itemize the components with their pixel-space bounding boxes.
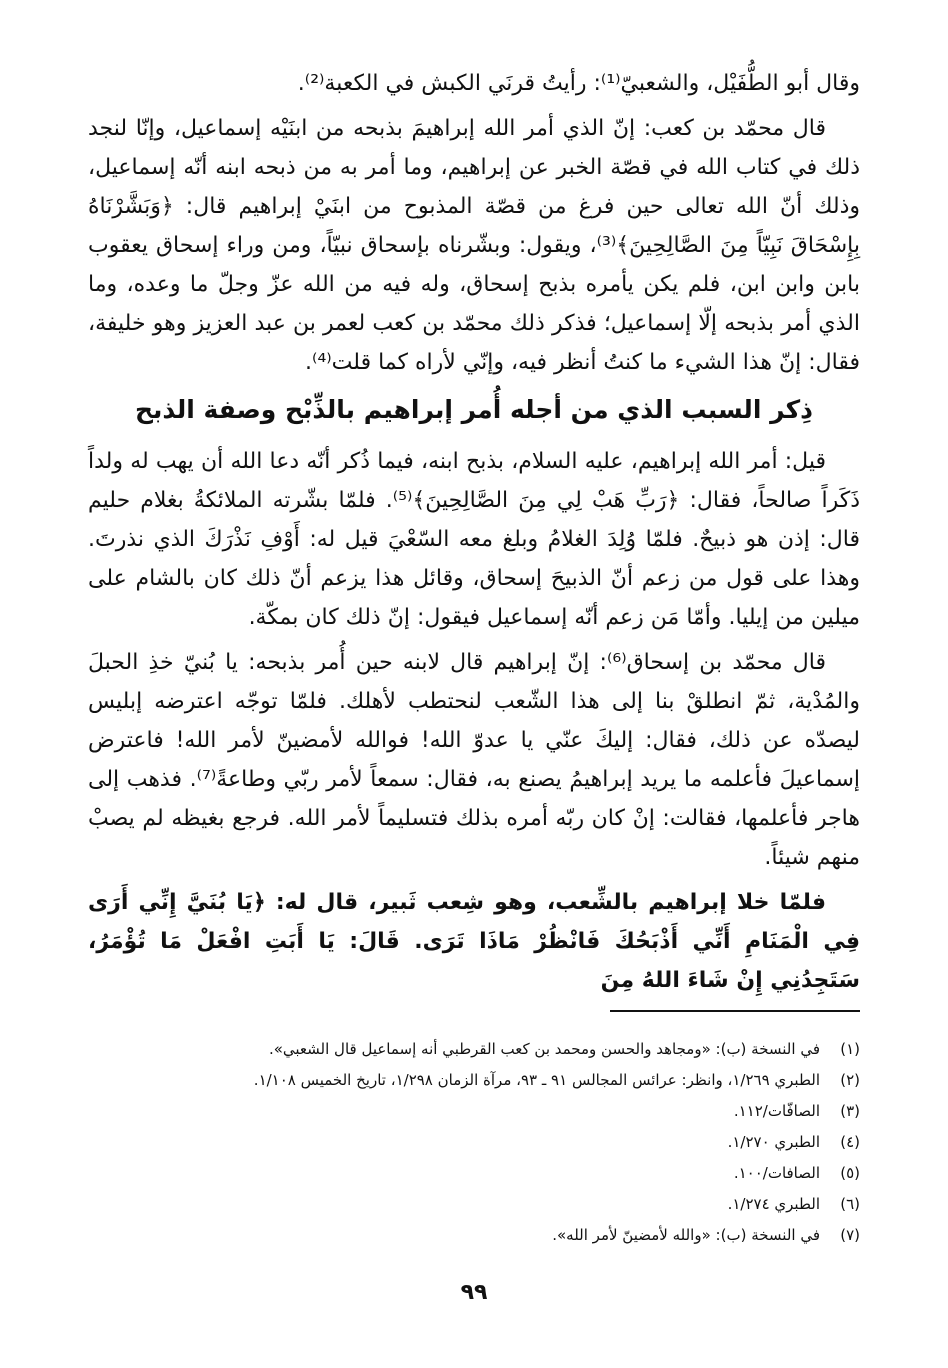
paragraph-1: وقال أبو الطُّفَيْل، والشعبيّ⁽¹⁾: رأيتُ قرنَي الكبش في الكعبة⁽²⁾. bbox=[297, 71, 860, 96]
footnote-number: (٣) bbox=[840, 1102, 860, 1120]
footnote-text: الطبري ١/٢٦٩، وانظر: عرائس المجالس ٩١ ـ ٩٣، مرآة الزمان ١/٢٩٨، تاريخ الخميس ١/١٠٨. bbox=[253, 1071, 820, 1089]
footnote-text: في النسخة (ب): «والله لأمضينّ لأمر الله». bbox=[552, 1226, 820, 1244]
section-heading: ذِكر السبب الذي من أجله أُمر إبراهيم بالذِّبْح وصفة الذبح bbox=[134, 395, 814, 424]
section-paragraph-1: قيل: أمر الله إبراهيم، عليه السلام، بذبح ابنه، فيما ذُكر أنّه دعا الله أن يهب له ولداً ذَكَراً صالحاً، فقال: ﴿رَبِّ هَبْ لِي مِنَ الصَّالِحِينَ﴾⁽⁵⁾. فلمّا بشّرته الملائكةُ بغلام حليم قال: إذن هو ذبيحٌ. فلمّا وُلِدَ الغلامُ وبلغ معه السّعْيَ قيل له: أَوْفِ نَذْرَكَ الذي نذرتَ. وهذا على قول من زعم أنّ الذبيحَ إسحاق، وقائل هذا يزعم أنّ ذلك كان بالشام على ميلين من إيليا. وأمّا مَن زعم أنّه إسماعيل فيقول: إنّ ذلك كان بمكّة. bbox=[88, 449, 861, 630]
page-number: ٩٩ bbox=[460, 1280, 488, 1305]
footnote-number: (١) bbox=[840, 1040, 860, 1058]
footnote-number: (٤) bbox=[840, 1133, 860, 1151]
section-paragraph-3: فلمّا خلا إبراهيم بالشِّعب، وهو شِعب ثَبير، قال له: ﴿يَا بُنَيَّ إِنِّي أَرَى فِي الْمَنَامِ أَنِّي أَذْبَحُكَ فَانْظُرْ مَاذَا تَرَى. قَالَ: يَا أَبَتِ افْعَلْ مَا تُؤْمَرُ، سَتَجِدُنِي إِنْ شَاءَ اللهُ مِنَ bbox=[88, 890, 860, 993]
footnote-text: الصافّات/١١٢. bbox=[733, 1102, 820, 1120]
footnote-number: (٢) bbox=[840, 1071, 860, 1089]
paragraph-2: قال محمّد بن كعب: إنّ الذي أمر الله إبراهيمَ بذبحه من ابنَيْه إسماعيل، وإنّا لنجد ذلك في كتاب الله في قصّة الخبر عن إبراهيم، وما أمر به من ذبحه ابنه أنّه إسماعيل، وذلك أنّ الله تعالى حين فرغ من قصّة المذبوح من ابنَيْ إبراهيم قال: ﴿وَبَشَّرْنَاهُ بِإِسْحَاقَ نَبِيّاً مِنَ الصَّالِحِينَ﴾⁽³⁾، ويقول: وبشّرناه بإسحاق نبيّاً، ومن وراء إسحاق يعقوب بابن وابن ابن، فلم يكن يأمره بذبح إسحاق، وله فيه من الله عزّ وجلّ ما وعده، وما الذي أمر بذبحه إلّا إسماعيل؛ فذكر ذلك محمّد بن كعب لعمر بن عبد العزيز وهو خليفة، فقال: إنّ هذا الشيء ما كنتُ أنظر فيه، وإنّي لأراه كما قلت⁽⁴⁾. bbox=[88, 116, 861, 375]
section-paragraph-2: قال محمّد بن إسحاق⁽⁶⁾: إنّ إبراهيم قال لابنه حين أُمر بذبحه: يا بُنيّ خذِ الحبلَ والمُدْية، ثمّ انطلقْ بنا إلى هذا الشّعب لنحتطب لأهلك. فلمّا توجّه اعترضه إبليس ليصدّه عن ذلك، فقال: إليكَ عنّي يا عدوّ الله! فوالله لأمضينّ لأمر الله! فاعترض إسماعيلَ فأعلمه ما يريد إبراهيمُ يصنع به، فقال: سمعاً لأمر ربّي وطاعةً⁽⁷⁾. فذهب إلى هاجر فأعلمها، فقالت: إنْ كان ربّه أمره بذلك فتسليماً لأمر الله. فرجع بغيظه لم يصبْ منهم شيئاً. bbox=[88, 650, 860, 870]
footnote-text: الصافات/١٠٠. bbox=[733, 1164, 820, 1182]
footnote-divider bbox=[610, 1010, 860, 1012]
footnote-number: (٦) bbox=[840, 1195, 860, 1213]
footnote-item bbox=[88, 1220, 860, 1251]
footnote-number: (٧) bbox=[840, 1226, 860, 1244]
footnote-text: الطبري ١/٢٧٠. bbox=[727, 1133, 820, 1151]
footnote-item bbox=[88, 1127, 860, 1158]
footnote-number: (٥) bbox=[840, 1164, 860, 1182]
footnotes bbox=[88, 1034, 860, 1251]
main-text bbox=[88, 64, 860, 1000]
footnote-item bbox=[88, 1065, 860, 1096]
footnote-text: الطبري ١/٢٧٤. bbox=[727, 1195, 820, 1213]
footnote-item bbox=[88, 1034, 860, 1065]
footnote-item bbox=[88, 1189, 860, 1220]
footnote-item bbox=[88, 1158, 860, 1189]
footnote-item bbox=[88, 1096, 860, 1127]
footnote-text: في النسخة (ب): «ومجاهد والحسن ومحمد بن كعب القرطبي أنه إسماعيل قال الشعبي». bbox=[268, 1040, 820, 1058]
